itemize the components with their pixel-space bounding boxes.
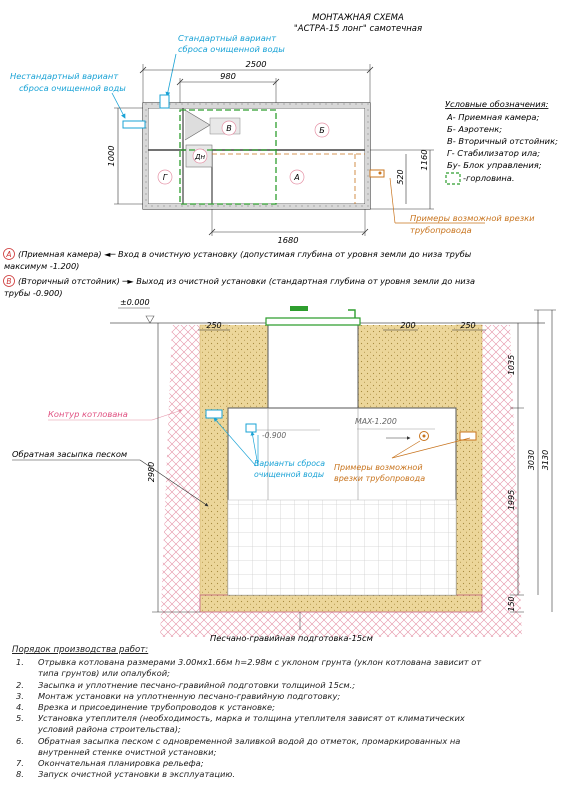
work-step-row xyxy=(12,657,557,668)
legend-item-a: А- Приемная камера; xyxy=(447,112,540,122)
std-outlet-leader xyxy=(167,54,176,96)
note-v-line2: трубы -0.900) xyxy=(4,288,63,298)
work-step-row xyxy=(12,724,557,735)
work-step-text: типа грунтов) или опалубкой; xyxy=(38,668,170,679)
work-procedure-list xyxy=(12,657,557,780)
work-step-row xyxy=(12,758,557,769)
outlet-variants-2: очищенной воды xyxy=(254,470,325,479)
chamber-g-label: Г xyxy=(162,173,168,182)
work-step-text: Установка утеплителя (необходимость, марка и толщина утеплителя зависят от климатических xyxy=(38,713,465,724)
nonstd-outlet-label-2: сброса очищенной воды xyxy=(19,83,126,93)
legend xyxy=(445,99,558,184)
title-line1: МОНТАЖНАЯ СХЕМА xyxy=(312,13,404,23)
work-step-row xyxy=(12,713,557,724)
work-step-number: 7. xyxy=(16,758,24,769)
work-step-number: 8. xyxy=(16,769,24,780)
dim-250-left: 250 xyxy=(206,321,222,330)
work-step-text: внутренней стенке очистной установки; xyxy=(38,746,217,757)
work-step-text: Монтаж установки на уплотненную песчано-гравийную подготовку; xyxy=(38,690,341,701)
work-step-text: Отрывка котлована размерами 3.00мх1.66м h=2.98м с уклоном грунта (уклон котлована зависит от xyxy=(38,657,482,668)
nonstd-outlet-label-1: Нестандартный вариант xyxy=(10,71,119,81)
lid-handle xyxy=(290,306,308,311)
title-line2: "АСТРА-15 лонг" самотечная xyxy=(293,24,423,34)
work-step-number: 3. xyxy=(16,690,24,701)
work-step-number xyxy=(12,724,38,735)
work-step-number xyxy=(12,668,38,679)
chamber-a-label: А xyxy=(294,173,300,182)
note-v-letter: В xyxy=(6,277,12,286)
inlet-outlet-notes xyxy=(4,249,476,299)
level-max-1200: MAX-1.200 xyxy=(355,417,397,426)
sand-gravel-base xyxy=(200,595,482,612)
plan-pipe-label-2: трубопровода xyxy=(410,225,472,235)
work-step-text: Врезка и присоединение трубопроводов к установке; xyxy=(38,702,275,713)
dim-520: 520 xyxy=(396,169,405,185)
legend-item-v: В- Вторичный отстойник; xyxy=(447,136,558,146)
work-step-number: 5. xyxy=(16,713,24,724)
dim-1680: 1680 xyxy=(277,235,299,245)
legend-title: Условные обозначения: xyxy=(445,99,549,109)
plan-pipe-label-1: Примеры возможной врезки xyxy=(410,213,535,223)
work-step-text: Обратная засыпка песком с одновременной заливкой водой до отметок, промаркированных на xyxy=(38,735,461,746)
outlet-variants-1: Варианты сброса xyxy=(254,459,326,468)
dim-150: 150 xyxy=(507,596,516,612)
dim-2500: 2500 xyxy=(245,59,267,69)
work-procedure-header: Порядок производства работ: xyxy=(12,645,149,655)
work-step-text: условий района строительства); xyxy=(38,724,181,735)
work-step-row xyxy=(12,668,557,679)
work-step-text: Окончательная планировка рельефа; xyxy=(38,758,204,769)
work-step-row xyxy=(12,747,557,758)
contour-label: Контур котлована xyxy=(48,409,128,419)
dim-1160: 1160 xyxy=(419,149,429,171)
work-step-number: 6. xyxy=(16,735,24,746)
std-outlet-label-2: сброса очищенной воды xyxy=(178,44,285,54)
note-v-line1: (Вторичный отстойник) ─► Выход из очистной установки (стандартная глубина от уровня земли до низа xyxy=(18,276,475,286)
work-step-row xyxy=(12,680,557,691)
work-step-row xyxy=(12,691,557,702)
chamber-b-label: Б xyxy=(319,126,325,135)
dim-2980: 2980 xyxy=(147,461,156,483)
chamber-dn-label: Дн xyxy=(194,153,206,161)
work-procedure xyxy=(12,645,557,780)
dim-200: 200 xyxy=(400,321,416,330)
dim-1000: 1000 xyxy=(106,145,116,167)
section-view xyxy=(12,298,556,643)
std-outlet-label-1: Стандартный вариант xyxy=(178,33,277,43)
legend-manhole-swatch xyxy=(446,173,460,184)
work-step-number: 1. xyxy=(16,657,24,668)
legend-item-b: Б- Аэротенк; xyxy=(447,124,503,134)
dim-1035: 1035 xyxy=(507,354,516,376)
work-step-text: Запуск очистной установки в эксплуатацию. xyxy=(38,769,236,780)
base-label: Песчано-гравийная подготовка-15см xyxy=(210,633,373,643)
work-step-number: 2. xyxy=(16,679,24,690)
work-step-row xyxy=(12,702,557,713)
dim-250-right: 250 xyxy=(460,321,476,330)
dim-3030: 3030 xyxy=(527,449,536,471)
dim-980: 980 xyxy=(220,71,236,81)
work-step-number xyxy=(12,747,38,758)
note-a-line2: максимум -1.200) xyxy=(4,261,80,271)
nonstd-outlet-leader xyxy=(112,93,125,118)
legend-item-manhole: -горловина. xyxy=(463,173,515,183)
work-step-number: 4. xyxy=(16,702,24,713)
work-step-text: Засыпка и уплотнение песчано-гравийной подготовки толщиной 15см.; xyxy=(38,679,356,690)
dim-1995: 1995 xyxy=(507,489,516,511)
section-pipe-label-1: Примеры возможной xyxy=(334,463,423,472)
level-minus-0900: -0.900 xyxy=(262,431,287,440)
work-step-row xyxy=(12,736,557,747)
dim-3130: 3130 xyxy=(541,449,550,471)
work-step-row xyxy=(12,769,557,780)
legend-item-g: Г- Стабилизатор ила; xyxy=(447,148,541,158)
note-a-line1: (Приемная камера) ◄─ Вход в очистную установку (допустимая глубина от уровня земли до низа трубы xyxy=(18,249,472,259)
backfill-label: Обратная засыпка песком xyxy=(12,449,128,459)
legend-item-bu: Бу- Блок управления; xyxy=(447,160,542,170)
note-a-letter: А xyxy=(6,250,12,259)
chamber-v-label: В xyxy=(226,124,232,133)
section-pipe-label-2: врезки трубопровода xyxy=(334,474,426,483)
level-zero: ±0.000 xyxy=(120,298,150,307)
